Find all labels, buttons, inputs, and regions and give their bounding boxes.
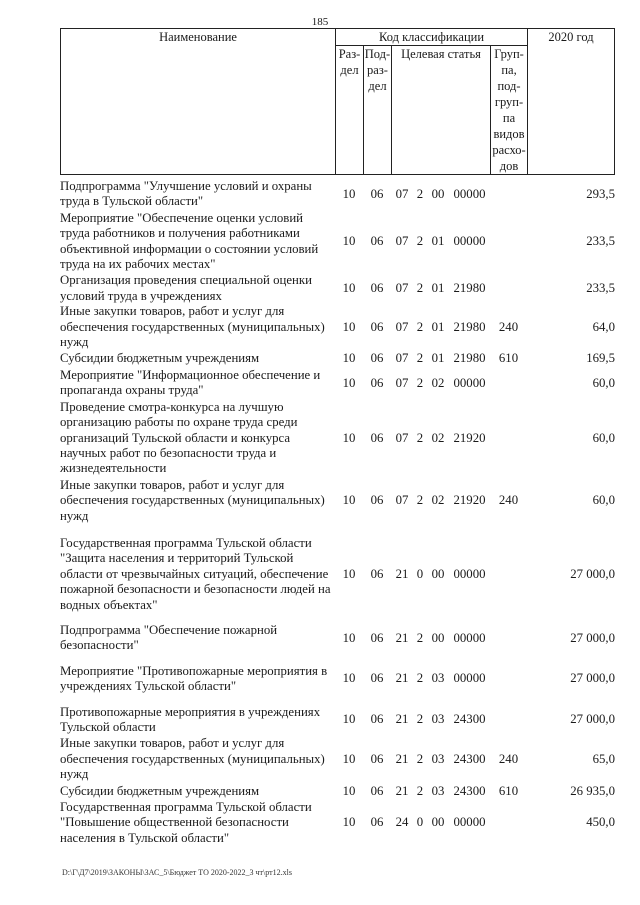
table-row [60,351,615,366]
expense-code: 00000 [453,186,486,201]
subprogram-code: 2 [416,751,424,766]
direction-code: 00 [431,566,445,581]
razdel-code: 10 [342,351,356,366]
direction-code: 01 [431,233,445,248]
direction-code: 03 [431,671,445,686]
razdel-code: 10 [342,430,356,445]
row-name-line: организацию работы по охране труда среди [60,415,298,430]
program-code: 07 [395,493,409,508]
podrazdel-code: 06 [370,351,384,366]
row-name-line: водных объектах" [60,597,158,612]
table-row [60,536,615,613]
row-name [60,536,335,613]
header-group-line: под- [497,79,521,93]
expense-group-code: 240 [498,493,519,508]
row-name-line: нужд [60,335,89,350]
header-razdel-line: дел [340,63,359,77]
row-name [60,800,335,846]
subprogram-code: 2 [416,233,424,248]
expense-code: 00000 [453,375,486,390]
direction-code: 03 [431,751,445,766]
direction-code: 00 [431,630,445,645]
page-number: 185 [311,16,329,28]
razdel-code: 10 [342,671,356,686]
row-name [60,304,335,350]
razdel-code: 10 [342,783,356,798]
row-name-line: безопасности" [60,638,139,653]
expense-code: 00000 [453,566,486,581]
row-name-line: Иные закупки товаров, работ и услуг для [60,736,285,751]
razdel-code: 10 [342,493,356,508]
row-name-line: обеспечения государственных (муниципальных) [60,493,325,508]
direction-code: 00 [431,186,445,201]
subprogram-code: 2 [416,319,424,334]
amount-2020: 27 000,0 [570,566,615,581]
row-name [60,273,335,304]
row-name-line: условий труда в учреждениях [60,288,222,303]
row-name-line: труда в Тульской области" [60,194,204,209]
program-code: 24 [395,815,409,830]
subprogram-code: 0 [416,815,424,830]
razdel-code: 10 [342,712,356,727]
program-code: 21 [395,712,409,727]
row-name [60,351,335,366]
podrazdel-code: 06 [370,671,384,686]
header-group-line: видов [493,127,525,141]
row-name-line: Иные закупки товаров, работ и услуг для [60,477,285,492]
table-row [60,784,615,799]
table-row [60,304,615,350]
table-row [60,736,615,782]
row-name-line: обеспечения государственных (муниципальных) [60,751,325,766]
row-name-line: Мероприятие "Информационное обеспечение и [60,367,321,382]
row-name [60,179,335,210]
row-name-line: объективной информации о состоянии условий [60,241,319,256]
razdel-code: 10 [342,233,356,248]
program-code: 07 [395,186,409,201]
header-group [491,46,528,175]
program-code: 21 [395,671,409,686]
amount-2020: 60,0 [592,375,615,390]
razdel-code: 10 [342,630,356,645]
subprogram-code: 2 [416,351,424,366]
razdel-code: 10 [342,281,356,296]
row-name-line: Организация проведения специальной оценки [60,273,312,288]
subprogram-code: 2 [416,630,424,645]
row-name-line: труда на их рабочих местах" [60,257,216,272]
row-name-line: Мероприятие "Обеспечение оценки условий [60,210,304,225]
header-podrazdel-line: раз- [367,63,388,77]
header-name: Наименование [61,29,336,175]
podrazdel-code: 06 [370,281,384,296]
program-code: 07 [395,319,409,334]
program-code: 21 [395,783,409,798]
podrazdel-code: 06 [370,233,384,248]
header-podrazdel-line: дел [368,79,387,93]
razdel-code: 10 [342,375,356,390]
budget-table [60,28,615,846]
table-row [60,368,615,399]
row-name-line: Проведение смотра-конкурса на лучшую [60,399,284,414]
header-razdel [336,46,364,175]
expense-code: 21980 [453,351,486,366]
direction-code: 03 [431,783,445,798]
expense-code: 21920 [453,430,486,445]
header-target: Целевая статья [392,46,491,175]
table-row [60,211,615,273]
row-name-line: труда работников и получения работниками [60,226,300,241]
amount-2020: 293,5 [586,186,615,201]
row-name [60,211,335,273]
amount-2020: 27 000,0 [570,671,615,686]
podrazdel-code: 06 [370,186,384,201]
subprogram-code: 2 [416,783,424,798]
amount-2020: 65,0 [592,751,615,766]
expense-group-code: 610 [498,351,519,366]
podrazdel-code: 06 [370,751,384,766]
expense-code: 24300 [453,751,486,766]
row-name-line: населения в Тульской области" [60,830,230,845]
razdel-code: 10 [342,186,356,201]
program-code: 07 [395,375,409,390]
row-name-line: Иные закупки товаров, работ и услуг для [60,304,285,319]
header-classification: Код классификации [336,29,528,46]
podrazdel-code: 06 [370,783,384,798]
row-name-line: Подпрограмма "Обеспечение пожарной [60,622,278,637]
header-year: 2020 год [528,29,615,175]
header-podrazdel [364,46,392,175]
row-name-line: пожарной безопасности и безопасности людей на [60,582,331,597]
program-code: 07 [395,233,409,248]
expense-code: 00000 [453,815,486,830]
expense-code: 00000 [453,671,486,686]
row-name-line: Государственная программа Тульской области [60,535,312,550]
row-name-line: Противопожарные мероприятия в учреждениях [60,704,321,719]
subprogram-code: 2 [416,493,424,508]
amount-2020: 60,0 [592,493,615,508]
program-code: 07 [395,430,409,445]
razdel-code: 10 [342,319,356,334]
row-name-line: жизнедеятельности [60,461,167,476]
row-name [60,623,335,654]
expense-code: 00000 [453,630,486,645]
row-name-line: Тульской области [60,720,156,734]
table-body [60,175,615,846]
row-name-line: нужд [60,767,89,782]
amount-2020: 233,5 [586,281,615,296]
amount-2020: 169,5 [586,351,615,366]
expense-group-code: 240 [498,319,519,334]
expense-code: 24300 [453,712,486,727]
direction-code: 01 [431,319,445,334]
podrazdel-code: 06 [370,630,384,645]
subprogram-code: 2 [416,375,424,390]
table-row [60,705,615,736]
table-row [60,800,615,846]
table-row [60,179,615,210]
direction-code: 02 [431,430,445,445]
row-name [60,705,335,736]
table-row [60,273,615,304]
row-name-line: научных работ по безопасности труда и [60,445,277,460]
amount-2020: 450,0 [586,815,615,830]
podrazdel-code: 06 [370,430,384,445]
row-name-line: нужд [60,508,89,523]
table-row [60,478,615,524]
row-name-line: "Защита населения и территорий Тульской [60,551,294,566]
amount-2020: 27 000,0 [570,630,615,645]
subprogram-code: 2 [416,281,424,296]
direction-code: 02 [431,493,445,508]
amount-2020: 64,0 [592,319,615,334]
row-name-line: пропаганда охраны труда" [60,383,204,398]
row-name-line: "Повышение общественной безопасности [60,815,289,830]
razdel-code: 10 [342,815,356,830]
row-name [60,478,335,524]
subprogram-code: 2 [416,186,424,201]
program-code: 21 [395,630,409,645]
row-name-line: Субсидии бюджетным учреждениям [60,783,260,798]
expense-code: 24300 [453,783,486,798]
subprogram-code: 0 [416,566,424,581]
expense-code: 21980 [453,281,486,296]
direction-code: 02 [431,375,445,390]
row-name-line: Государственная программа Тульской области [60,800,312,815]
row-name [60,400,335,477]
amount-2020: 233,5 [586,233,615,248]
podrazdel-code: 06 [370,319,384,334]
header-group-line: дов [499,159,519,173]
row-name-line: Подпрограмма "Улучшение условий и охраны [60,179,312,193]
header-group-line: па, [501,63,517,77]
table-row [60,623,615,654]
program-code: 21 [395,751,409,766]
direction-code: 03 [431,712,445,727]
row-name-line: Субсидии бюджетным учреждениям [60,351,260,366]
row-name-line: учреждениях Тульской области" [60,679,237,694]
header-group-line: Груп- [494,47,524,61]
direction-code: 01 [431,351,445,366]
podrazdel-code: 06 [370,712,384,727]
row-name [60,368,335,399]
program-code: 07 [395,281,409,296]
direction-code: 01 [431,281,445,296]
row-name-line: организаций Тульской области и конкурса [60,430,291,445]
header-podrazdel-line: Под- [364,47,391,61]
podrazdel-code: 06 [370,566,384,581]
table-row [60,664,615,695]
razdel-code: 10 [342,566,356,581]
table-header [60,28,615,175]
header-group-line: груп- [494,95,524,109]
table-row [60,400,615,477]
razdel-code: 10 [342,751,356,766]
podrazdel-code: 06 [370,493,384,508]
program-code: 07 [395,351,409,366]
header-group-line: расхо- [492,143,526,157]
expense-code: 21980 [453,319,486,334]
row-name-line: Мероприятие "Противопожарные мероприятия в [60,663,328,678]
file-path-footer: D:\Г\Д7\2019\ЗАКОНЫ\ЗАС_5\Бюджет ТО 2020-2022_3 чт\рт12.xls [62,868,292,877]
podrazdel-code: 06 [370,375,384,390]
expense-group-code: 610 [498,783,519,798]
direction-code: 00 [431,815,445,830]
amount-2020: 27 000,0 [570,712,615,727]
amount-2020: 60,0 [592,430,615,445]
row-name [60,736,335,782]
expense-code: 00000 [453,233,486,248]
amount-2020: 26 935,0 [570,783,615,798]
header-razdel-line: Раз- [338,47,361,61]
podrazdel-code: 06 [370,815,384,830]
subprogram-code: 2 [416,712,424,727]
expense-code: 21920 [453,493,486,508]
header-group-line: па [502,111,516,125]
row-name [60,664,335,695]
program-code: 21 [395,566,409,581]
subprogram-code: 2 [416,430,424,445]
subprogram-code: 2 [416,671,424,686]
row-name-line: обеспечения государственных (муниципальных) [60,319,325,334]
row-name [60,784,335,799]
row-name-line: области от чрезвычайных ситуаций, обеспечение [60,566,329,581]
expense-group-code: 240 [498,751,519,766]
